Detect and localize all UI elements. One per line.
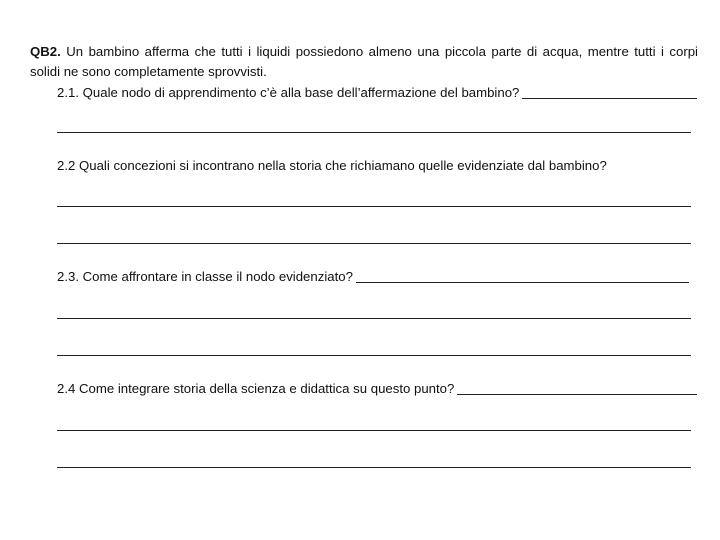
question-2-4-inline-answer-line[interactable] [457, 393, 697, 395]
question-label: QB2. [30, 44, 61, 59]
question-2-2-answer-line-1[interactable] [57, 206, 691, 207]
question-2-4-answer-line-1[interactable] [57, 430, 691, 431]
question-2-2-answer-line-2[interactable] [57, 243, 691, 244]
question-2-3-text: 2.3. Come affrontare in classe il nodo evidenziato? [57, 269, 353, 284]
question-2-2-text: 2.2 Quali concezioni si incontrano nella storia che richiamano quelle evidenziate dal bambino? [57, 158, 607, 173]
question-2-1-answer-line-1[interactable] [57, 132, 691, 133]
question-2-4 [57, 378, 697, 398]
question-2-3-answer-line-2[interactable] [57, 355, 691, 356]
question-2-4-answer-line-2[interactable] [57, 467, 691, 468]
question-2-3 [57, 266, 689, 286]
question-2-1-inline-answer-line[interactable] [522, 97, 697, 99]
question-statement: Un bambino afferma che tutti i liquidi possiedono almeno una piccola parte di acqua, mentre tutti i corpi solidi ne sono completamente sprovvisti. [30, 44, 698, 79]
question-2-1 [57, 82, 697, 102]
question-2-1-text: 2.1. Quale nodo di apprendimento c’è alla base dell’affermazione del bambino? [57, 85, 520, 100]
question-2-4-text: 2.4 Come integrare storia della scienza e didattica su questo punto? [57, 381, 455, 396]
question-2-3-inline-answer-line[interactable] [356, 281, 689, 283]
question-2-3-answer-line-1[interactable] [57, 318, 691, 319]
question-intro [30, 42, 698, 82]
question-2-2 [57, 155, 697, 175]
